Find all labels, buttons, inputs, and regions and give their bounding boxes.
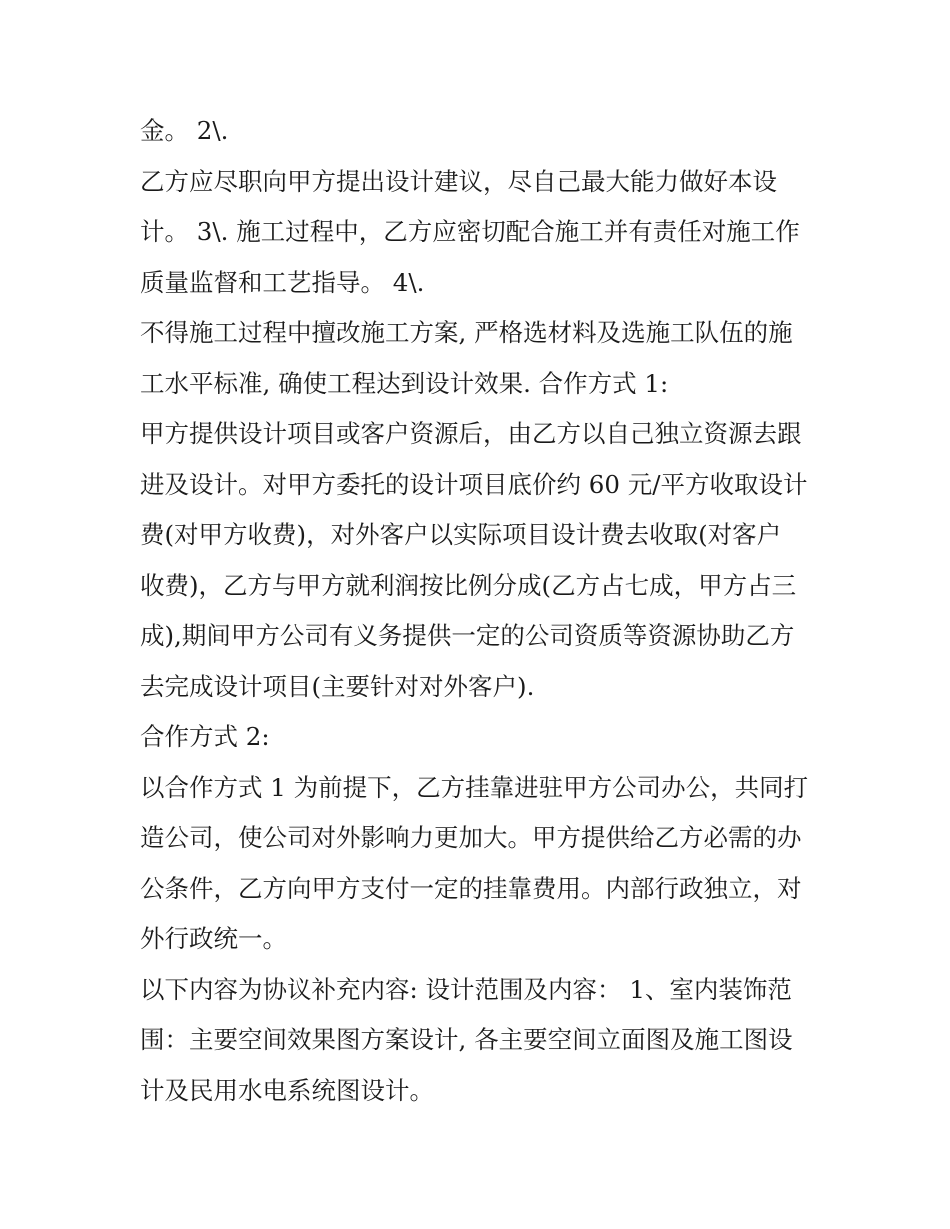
text-line: 公条件，乙方向甲方支付一定的挂靠费用。内部行政独立，对 xyxy=(140,873,802,903)
text-line: 围：主要空间效果图方案设计, 各主要空间立面图及施工图设 xyxy=(140,1025,793,1054)
text-line: 以下内容为协议补充内容: 设计范围及内容： 1、室内装饰范 xyxy=(140,974,792,1004)
text-line: 收费)，乙方与甲方就利润按比例分成(乙方占七成，甲方占三 xyxy=(140,570,797,600)
text-line: 质量监督和工艺指导。 4\. xyxy=(140,267,425,297)
text-line: 金。 2\. xyxy=(140,116,229,145)
text-line: 乙方应尽职向甲方提出设计建议，尽自己最大能力做好本设 xyxy=(140,166,777,196)
text-line: 外行政统一。 xyxy=(140,924,287,953)
text-line: 成),期间甲方公司有义务提供一定的公司资质等资源协助乙方 xyxy=(140,621,795,650)
text-line: 计。 3\. 施工过程中，乙方应密切配合施工并有责任对施工作 xyxy=(140,217,800,246)
text-line: 造公司，使公司对外影响力更加大。甲方提供给乙方必需的办 xyxy=(140,823,802,852)
text-line: 工水平标准, 确使工程达到设计效果. 合作方式 1: xyxy=(140,368,669,398)
text-line: 以合作方式 1 为前提下，乙方挂靠进驻甲方公司办公，共同打 xyxy=(140,772,809,802)
text-line: 进及设计。对甲方委托的设计项目底价约 60 元/平方收取设计 xyxy=(140,469,808,499)
document-body xyxy=(140,106,820,1116)
text-line: 计及民用水电系统图设计。 xyxy=(140,1075,434,1105)
text-line: 不得施工过程中擅改施工方案, 严格选材料及选施工队伍的施 xyxy=(140,318,793,347)
text-line: 费(对甲方收费)，对外客户以实际项目设计费去收取(对客户 xyxy=(140,520,782,549)
text-line: 去完成设计项目(主要针对对外客户). xyxy=(140,671,535,701)
text-line: 合作方式 2: xyxy=(140,722,270,751)
text-line: 甲方提供设计项目或客户资源后，由乙方以自己独立资源去跟 xyxy=(140,419,802,448)
